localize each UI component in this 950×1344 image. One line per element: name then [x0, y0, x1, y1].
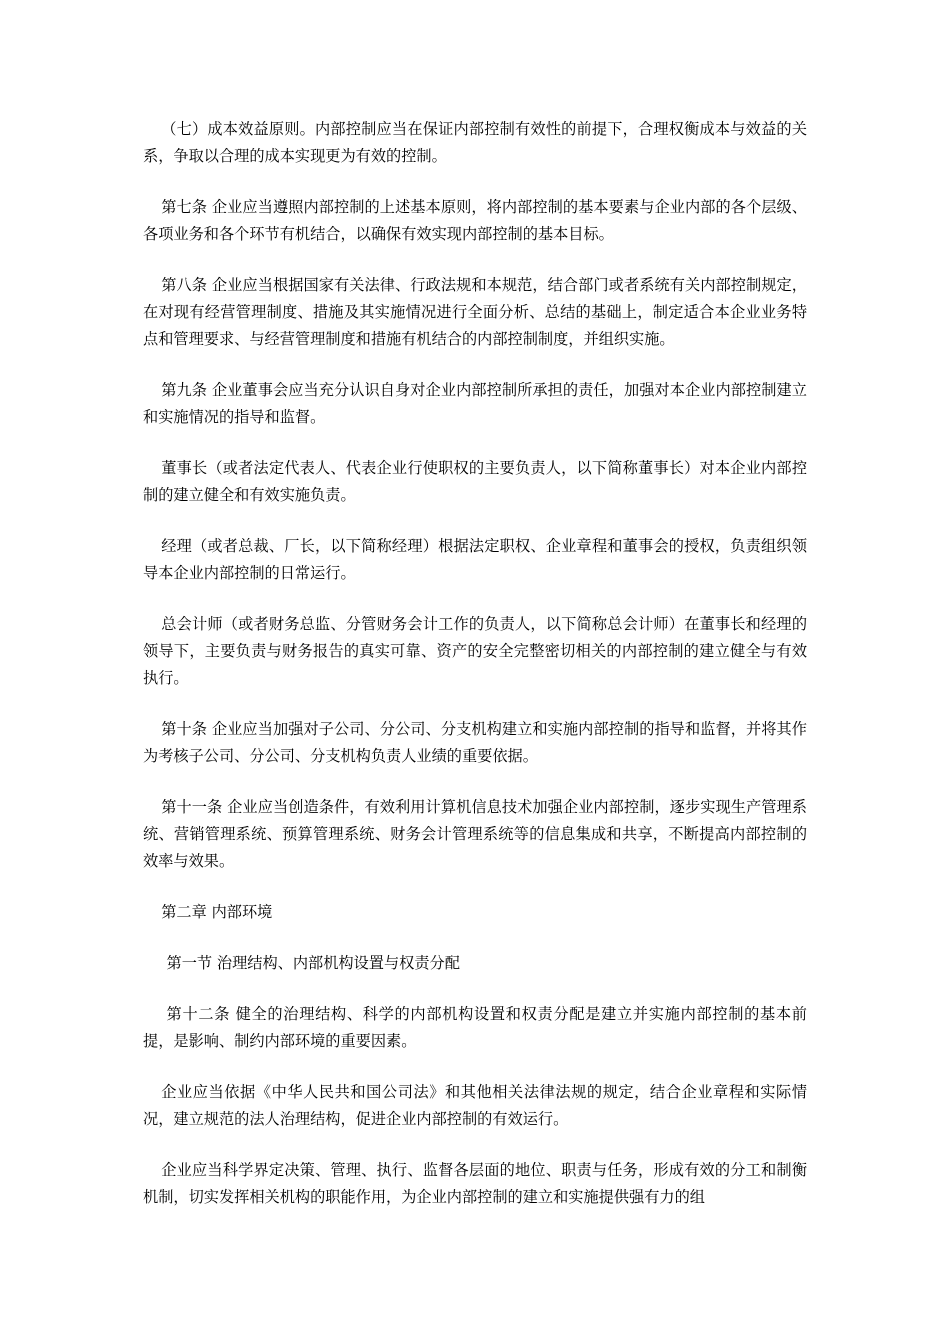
paragraph-chairman: 董事长（或者法定代表人、代表企业行使职权的主要负责人，以下简称董事长）对本企业内部控制的建立健全和有效实施负责。 — [143, 459, 807, 504]
paragraph-article-11: 第十一条 企业应当创造条件，有效利用计算机信息技术加强企业内部控制，逐步实现生产管理系统、营销管理系统、预算管理系统、财务会计管理系统等的信息集成和共享，不断提高内部控制的效率与效果。 — [143, 798, 807, 870]
paragraph-responsibilities: 企业应当科学界定决策、管理、执行、监督各层面的地位、职责与任务，形成有效的分工和制衡机制，切实发挥相关机构的职能作用，为企业内部控制的建立和实施提供强有力的组 — [143, 1161, 807, 1206]
paragraph-chief-accountant: 总会计师（或者财务总监、分管财务会计工作的负责人，以下简称总会计师）在董事长和经理的领导下，主要负责与财务报告的真实可靠、资产的安全完整密切相关的内部控制的建立健全与有效执行。 — [143, 615, 807, 687]
paragraph-article-9: 第九条 企业董事会应当充分认识自身对企业内部控制所承担的责任，加强对本企业内部控制建立和实施情况的指导和监督。 — [143, 381, 807, 426]
section-heading: 第一节 治理结构、内部机构设置与权责分配 — [166, 954, 460, 972]
chapter-heading: 第二章 内部环境 — [161, 903, 273, 921]
paragraph-article-7: 第七条 企业应当遵照内部控制的上述基本原则，将内部控制的基本要素与企业内部的各个层级、各项业务和各个环节有机结合，以确保有效实现内部控制的基本目标。 — [143, 198, 807, 243]
paragraph-company-law: 企业应当依据《中华人民共和国公司法》和其他相关法律法规的规定，结合企业章程和实际情况，建立规范的法人治理结构，促进企业内部控制的有效运行。 — [143, 1083, 807, 1128]
paragraph-principle-7: （七）成本效益原则。内部控制应当在保证内部控制有效性的前提下，合理权衡成本与效益的关系，争取以合理的成本实现更为有效的控制。 — [143, 120, 807, 165]
paragraph-article-10: 第十条 企业应当加强对子公司、分公司、分支机构建立和实施内部控制的指导和监督，并将其作为考核子公司、分公司、分支机构负责人业绩的重要依据。 — [143, 720, 807, 765]
paragraph-article-8: 第八条 企业应当根据国家有关法律、行政法规和本规范，结合部门或者系统有关内部控制规定，在对现有经营管理制度、措施及其实施情况进行全面分析、总结的基础上，制定适合本企业业务特点和管理要求、与经营管理制度和措施有机结合的内部控制制度，并组织实施。 — [143, 276, 807, 348]
paragraph-article-12: 第十二条 健全的治理结构、科学的内部机构设置和权责分配是建立并实施内部控制的基本前提，是影响、制约内部环境的重要因素。 — [143, 1005, 807, 1050]
document-body — [143, 116, 807, 1211]
paragraph-manager: 经理（或者总裁、厂长，以下简称经理）根据法定职权、企业章程和董事会的授权，负责组织领导本企业内部控制的日常运行。 — [143, 537, 807, 582]
